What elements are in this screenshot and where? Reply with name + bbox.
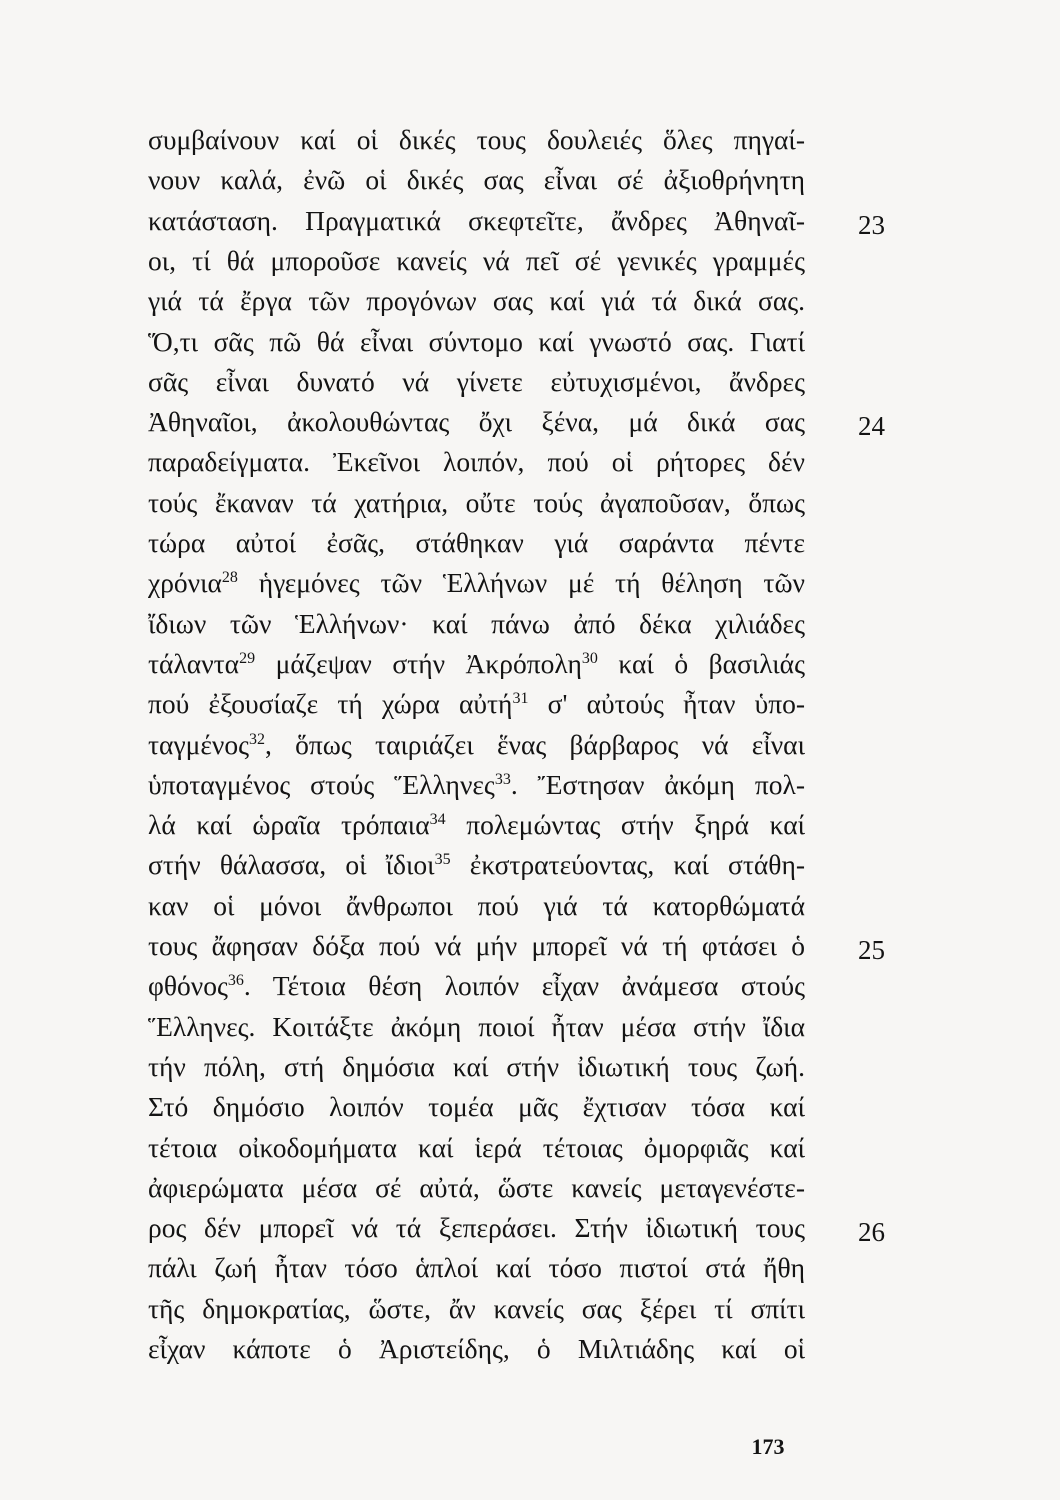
text-segment: ἡγεμόνες τῶν Ἑλλήνων μέ τή θέληση τῶν: [237, 567, 805, 599]
footnote-ref: 35: [434, 851, 451, 869]
text-segment: Ἀθηναῖοι, ἀκολουθώντας ὄχι ξένα, μά δικά σας: [148, 406, 805, 438]
text-line: [148, 120, 805, 160]
margin-section-number: 26: [858, 1217, 885, 1247]
text-line: [148, 725, 805, 765]
text-line: [148, 886, 805, 926]
text-segment: τῆς δημοκρατίας, ὥστε, ἄν κανείς σας ξέρει τί σπίτι: [148, 1292, 805, 1324]
text-segment: τούς ἔκαναν τά χατήρια, οὔτε τούς ἀγαποῦσαν, ὅπως: [148, 486, 805, 518]
text-segment: γιά τά ἔργα τῶν προγόνων σας καί γιά τά δικά σας.: [148, 285, 805, 317]
text-line: [148, 1047, 805, 1087]
text-segment: κατάσταση. Πραγματικά σκεφτεῖτε, ἄνδρες Ἀθηναῖ-: [148, 204, 805, 236]
footnote-ref: 29: [239, 649, 256, 667]
text-line: [148, 604, 805, 644]
text-segment: φθόνος: [148, 970, 228, 1002]
footnote-ref: 31: [512, 690, 529, 708]
footnote-ref: 30: [581, 649, 598, 667]
text-segment: εἶχαν κάποτε ὁ Ἀριστείδης, ὁ Μιλτιάδης καί οἱ: [148, 1333, 805, 1364]
text-line: [148, 805, 805, 845]
text-segment: σᾶς εἶναι δυνατό νά γίνετε εὐτυχισμένοι, ἄνδρες: [148, 365, 805, 397]
text-segment: ταγμένος: [148, 728, 249, 760]
text-line: [148, 765, 805, 805]
text-line: [148, 1289, 805, 1329]
text-segment: ὑποταγμένος στούς Ἕλληνες: [148, 768, 495, 800]
text-line: [148, 201, 805, 241]
text-line: [148, 1007, 805, 1047]
text-line: [148, 1168, 805, 1208]
text-line: [148, 523, 805, 563]
margin-section-number: 23: [858, 210, 885, 240]
text-segment: καί ὁ βασιλιάς: [597, 647, 805, 679]
text-segment: πάλι ζωή ἦταν τόσο ἁπλοί καί τόσο πιστοί στά ἤθη: [148, 1252, 805, 1284]
text-line: [148, 644, 805, 684]
text-line: [148, 1087, 805, 1127]
footnote-ref: 32: [248, 730, 265, 748]
text-line: [148, 1329, 805, 1369]
text-segment: χρόνια: [148, 567, 222, 599]
text-segment: , ὅπως ταιριάζει ἕνας βάρβαρος νά εἶναι: [264, 728, 805, 760]
text-line: [148, 684, 805, 724]
text-line: [148, 402, 805, 442]
text-line: [148, 966, 805, 1006]
text-segment: Ὅ,τι σᾶς πῶ θά εἶναι σύντομο καί γνωστό σας. Γιατί: [148, 325, 805, 357]
footnote-ref: 34: [429, 811, 446, 829]
text-segment: σ' αὐτούς ἦταν ὑπο-: [528, 688, 805, 720]
text-line: [148, 1128, 805, 1168]
text-segment: Ἕλληνες. Κοιτάξτε ἀκόμη ποιοί ἦταν μέσα στήν ἴδια: [148, 1010, 805, 1042]
text-line: [148, 563, 805, 603]
text-segment: ἀφιερώματα μέσα σέ αὐτά, ὥστε κανείς μεταγενέστε-: [148, 1171, 805, 1203]
text-segment: συμβαίνουν καί οἱ δικές τους δουλειές ὅλες πηγαί-: [148, 124, 805, 155]
page-number: 173: [751, 1434, 785, 1459]
margin-section-number: 24: [858, 411, 885, 441]
text-segment: τους ἄφησαν δόξα πού νά μήν μπορεῖ νά τή φτάσει ὁ: [148, 930, 805, 961]
text-line: [148, 442, 805, 482]
text-segment: τήν πόλη, στή δημόσια καί στήν ἰδιωτική τους ζωή.: [148, 1050, 805, 1082]
text-line: [148, 926, 805, 966]
text-line: [148, 1208, 805, 1248]
text-segment: . Τέτοια θέση λοιπόν εἶχαν ἀνάμεσα στούς: [243, 970, 805, 1002]
text-segment: καν οἱ μόνοι ἄνθρωποι πού γιά τά κατορθώματά: [148, 889, 805, 921]
text-line: [148, 1248, 805, 1288]
footnote-ref: 36: [227, 972, 244, 990]
text-line: [148, 845, 805, 885]
text-segment: τέτοια οἰκοδομήματα καί ἱερά τέτοιας ὀμορφιᾶς καί: [148, 1131, 805, 1163]
text-line: [148, 160, 805, 200]
text-segment: οι, τί θά μποροῦσε κανείς νά πεῖ σέ γενικές γραμμές: [148, 244, 805, 276]
text-line: [148, 483, 805, 523]
text-segment: νουν καλά, ἐνῶ οἱ δικές σας εἶναι σέ ἀξιοθρήνητη: [148, 164, 805, 196]
text-segment: λά καί ὡραῖα τρόπαια: [148, 809, 430, 841]
text-segment: . Ἔστησαν ἀκόμη πολ-: [510, 768, 805, 800]
footnote-ref: 28: [221, 569, 238, 587]
text-line: [148, 281, 805, 321]
text-segment: τάλαντα: [148, 647, 240, 679]
text-segment: μάζεψαν στήν Ἀκρόπολη: [255, 647, 582, 679]
text-line: [148, 241, 805, 281]
text-segment: πού ἐξουσίαζε τή χώρα αὐτή: [148, 688, 513, 720]
text-segment: ἐκστρατεύοντας, καί στάθη-: [450, 849, 805, 881]
footnote-ref: 33: [494, 770, 511, 788]
text-segment: στήν θάλασσα, οἱ ἴδιοι: [148, 849, 435, 881]
text-line: [148, 362, 805, 402]
text-segment: τώρα αὐτοί ἐσᾶς, στάθηκαν γιά σαράντα πέντε: [148, 527, 805, 558]
text-segment: Στό δημόσιο λοιπόν τομέα μᾶς ἔχτισαν τόσα καί: [148, 1091, 805, 1123]
margin-section-number: 25: [858, 935, 885, 965]
text-segment: πολεμώντας στήν ξηρά καί: [445, 809, 805, 841]
text-segment: ρος δέν μπορεῖ νά τά ξεπεράσει. Στήν ἰδιωτική τους: [148, 1212, 805, 1244]
text-segment: παραδείγματα. Ἐκεῖνοι λοιπόν, πού οἱ ρήτορες δέν: [148, 446, 805, 478]
text-line: [148, 322, 805, 362]
text-segment: ἴδιων τῶν Ἑλλήνων· καί πάνω ἀπό δέκα χιλιάδες: [148, 607, 805, 639]
